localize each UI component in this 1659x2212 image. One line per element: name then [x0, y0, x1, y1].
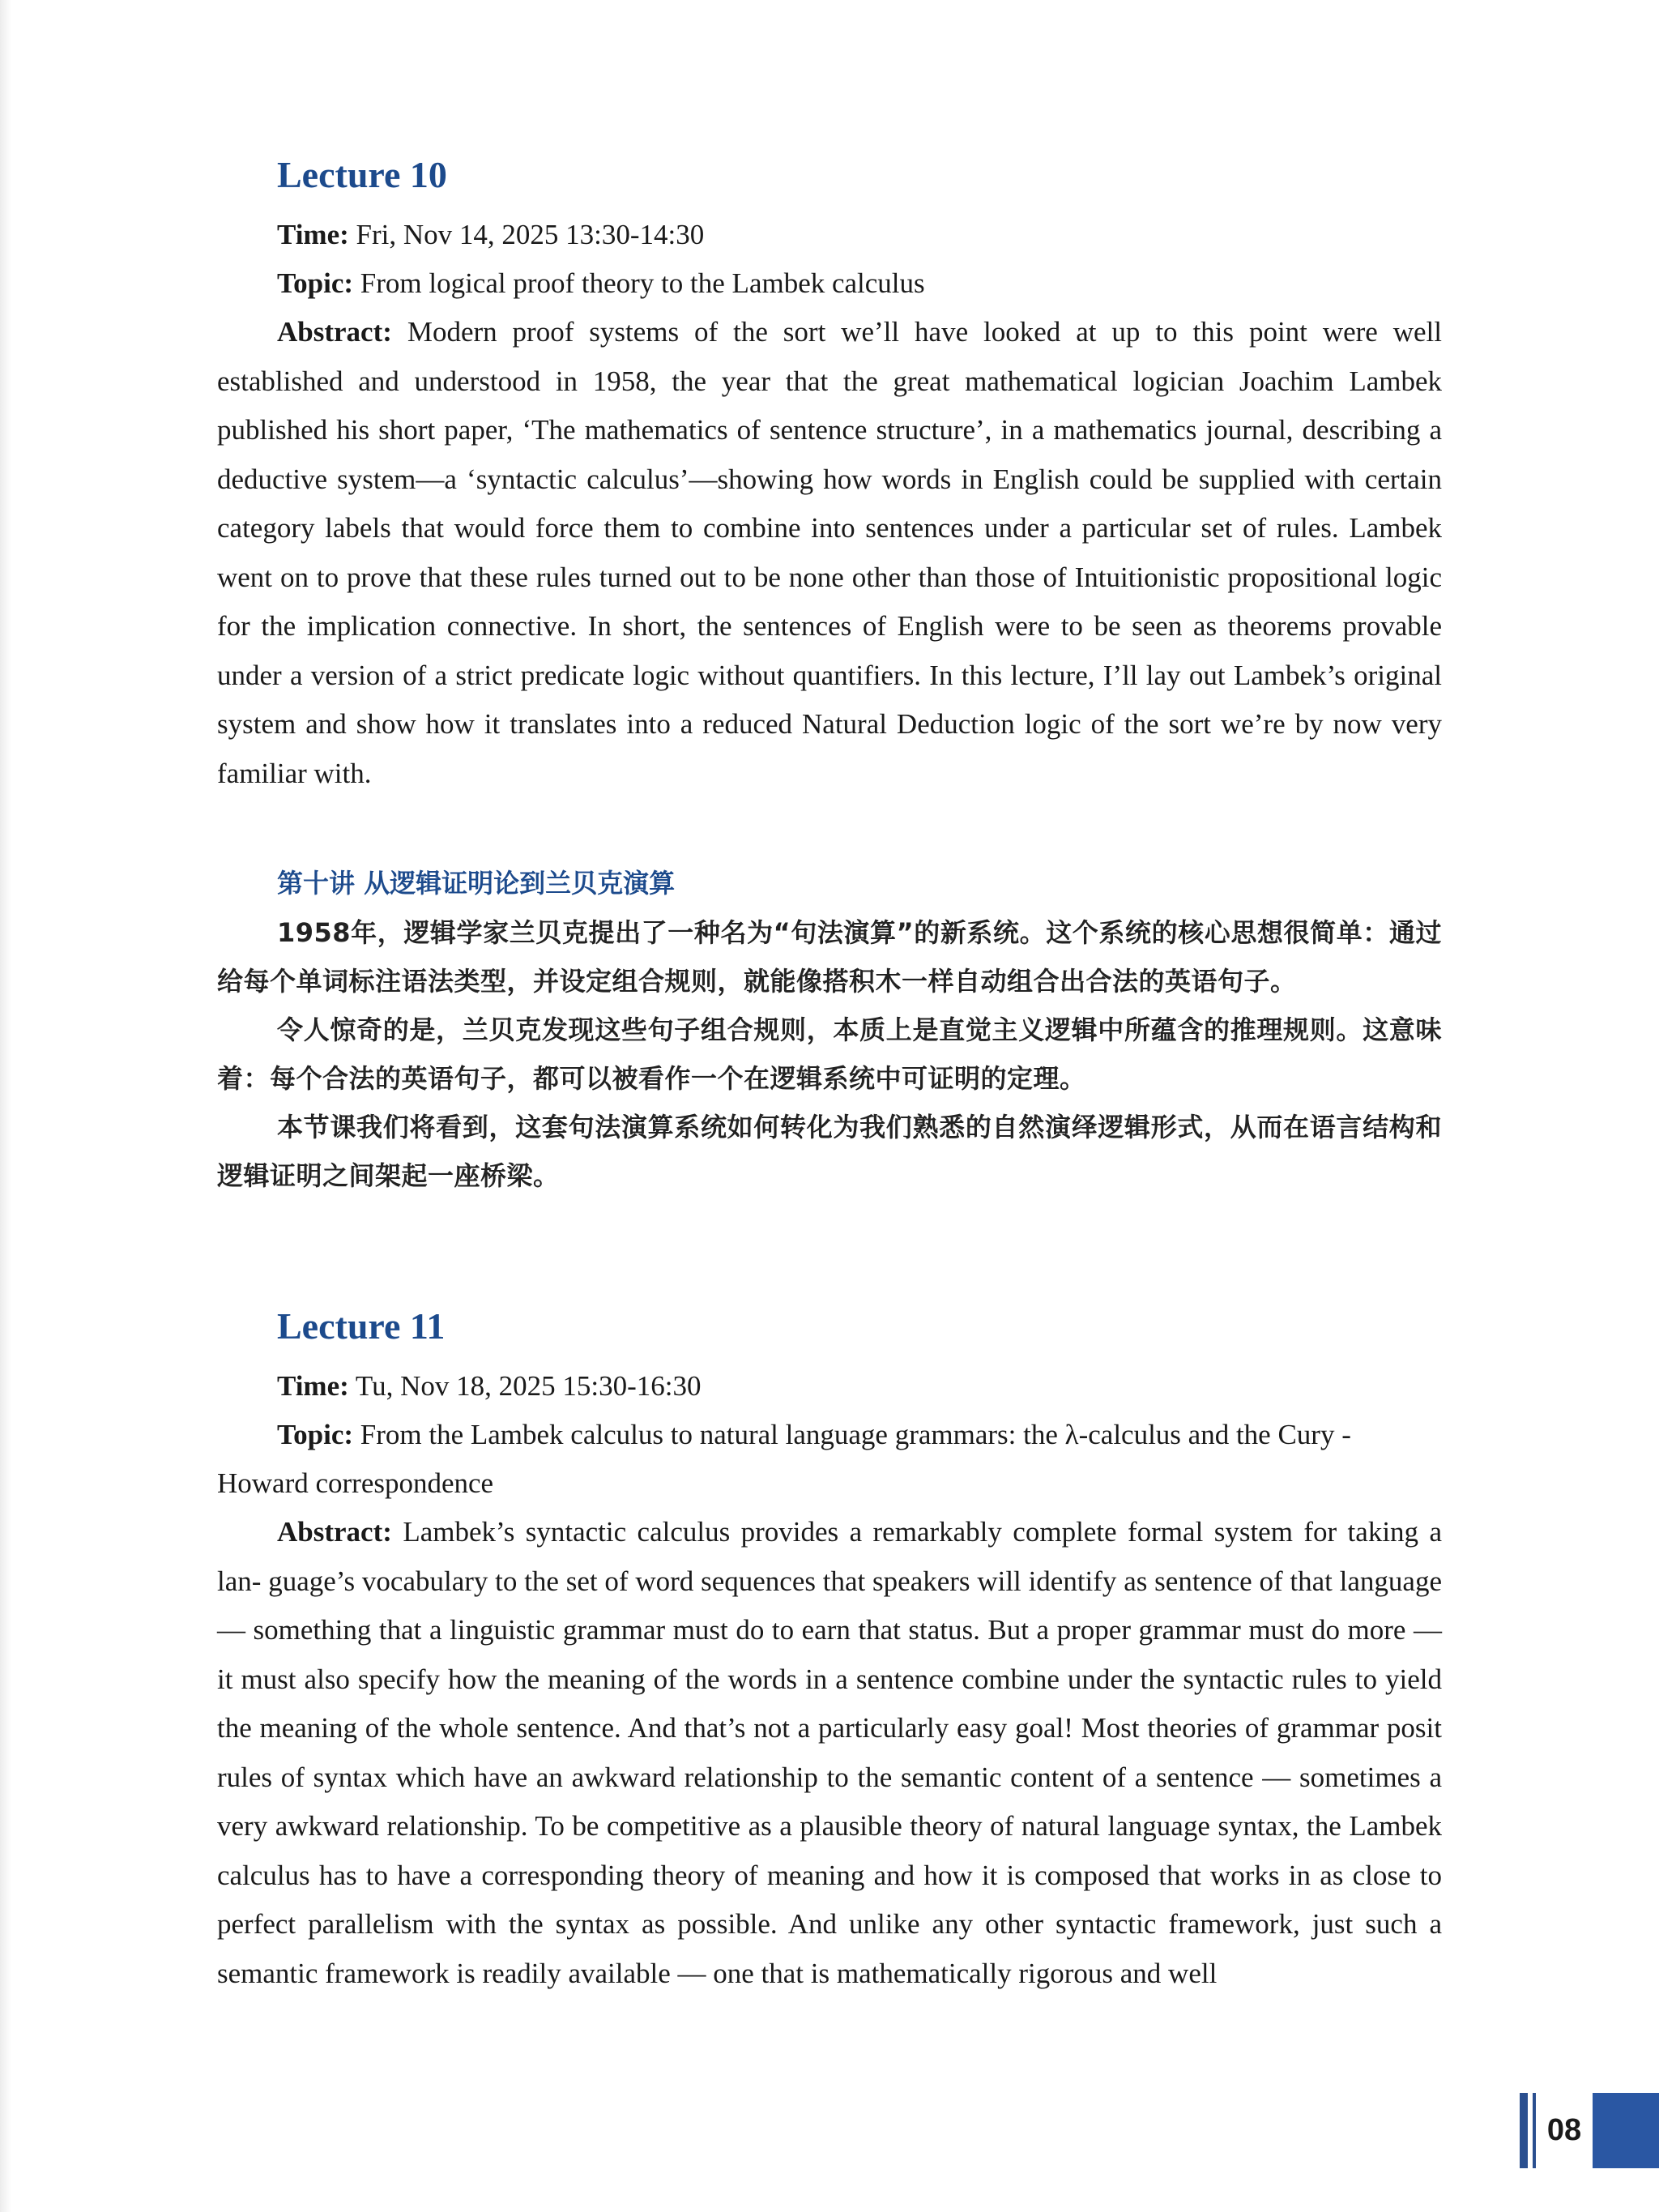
- chinese-paragraph-2: 令人惊奇的是，兰贝克发现这些句子组合规则，本质上是直觉主义逻辑中所蕴含的推理规则。这意味着：每个合法的英语句子，都可以被看作一个在逻辑系统中可证明的定理。: [217, 1014, 1442, 1094]
- lecture-10-time: [217, 211, 1442, 259]
- abstract-text: Lambek’s syntactic calculus provides a remarkably complete formal system for taking a lan- guage’s vocabulary to the set of word sequences that speakers will identify as sentence of that language — something that a linguistic grammar must do to earn that status. But a proper grammar must do more — it must also specify how the meaning of the words in a sentence combine under the syntactic rules to yield the meaning of the whole sentence. And that’s not a particularly easy goal! Most theories of grammar posit rules of syntax which have an awkward relationship to the semantic content of a sentence — sometimes a very awkward relationship. To be competitive as a plausible theory of natural language syntax, the Lambek calculus has to have a corresponding theory of meaning and how it is composed that works in as close to perfect parallelism with the syntax as possible. And unlike any other syntactic framework, just such a semantic framework is readily available — one that is mathematically rigorous and well: [217, 1516, 1442, 1989]
- lecture-10-title: Lecture 10: [277, 154, 447, 195]
- abstract-label: Abstract:: [277, 1516, 392, 1548]
- page-number-badge: [1520, 2093, 1659, 2168]
- lecture-11-title: Lecture 11: [277, 1305, 446, 1347]
- time-label: Time:: [277, 1370, 349, 1402]
- topic-label: Topic:: [277, 1419, 354, 1450]
- abstract-text: Modern proof systems of the sort we’ll have looked at up to this point were well established and understood in 1958, the year that the great mathematical logician Joachim Lambek published his short paper, ‘The mathematics of sentence structure’, in a mathematics journal, describing a deductive system—a ‘syntactic calculus’—showing how words in English could be supplied with certain category labels that would force them to combine into sentences under a particular set of rules. Lambek went on to prove that these rules turned out to be none other than those of Intuitionistic propositional logic for the implication connective. In short, the sentences of English were to be seen as theorems provable under a version of a strict predicate logic without quantifiers. In this lecture, I’ll lay out Lambek’s original system and show how it translates into a reduced Natural Deduction logic of the sort we’re by now very familiar with.: [217, 316, 1442, 789]
- topic-value: From the Lambek calculus to natural language grammars: the λ-calculus and the Cury -Howard correspondence: [217, 1419, 1351, 1499]
- lecture-11-abstract: [217, 1508, 1442, 1998]
- page-number-accent-block: [1593, 2093, 1659, 2168]
- topic-label: Topic:: [277, 267, 354, 299]
- lecture-10-abstract: [217, 308, 1442, 798]
- time-label: Time:: [277, 219, 349, 250]
- lecture-10-topic: [217, 259, 1442, 308]
- topic-value: From logical proof theory to the Lambek calculus: [353, 267, 925, 299]
- time-value: Fri, Nov 14, 2025 13:30-14:30: [348, 219, 705, 250]
- chinese-paragraph-1: 1958年，逻辑学家兰贝克提出了一种名为“句法演算”的新系统。这个系统的核心思想很简单：通过给每个单词标注语法类型，并设定组合规则，就能像搭积木一样自动组合出合法的英语句子。: [217, 917, 1442, 997]
- document-body: [217, 146, 1442, 1998]
- time-value: Tu, Nov 18, 2025 15:30-16:30: [348, 1370, 702, 1402]
- abstract-label: Abstract:: [277, 316, 392, 348]
- page-edge-shadow: [0, 0, 11, 2212]
- chinese-paragraph-3: 本节课我们将看到，这套句法演算系统如何转化为我们熟悉的自然演绎逻辑形式，从而在语言结构和逻辑证明之间架起一座桥梁。: [217, 1112, 1442, 1191]
- page-number-bar: [1520, 2093, 1528, 2168]
- page-number: 08: [1546, 2113, 1582, 2147]
- lecture-10-section: [217, 146, 1442, 798]
- lecture-11-section: [217, 1297, 1442, 1998]
- lecture-11-topic: [217, 1411, 1442, 1508]
- lecture-10-chinese-section: [217, 863, 1442, 1200]
- lecture-10-chinese-title: 第十讲 从逻辑证明论到兰贝克演算: [277, 868, 676, 899]
- lecture-11-time: [217, 1362, 1442, 1411]
